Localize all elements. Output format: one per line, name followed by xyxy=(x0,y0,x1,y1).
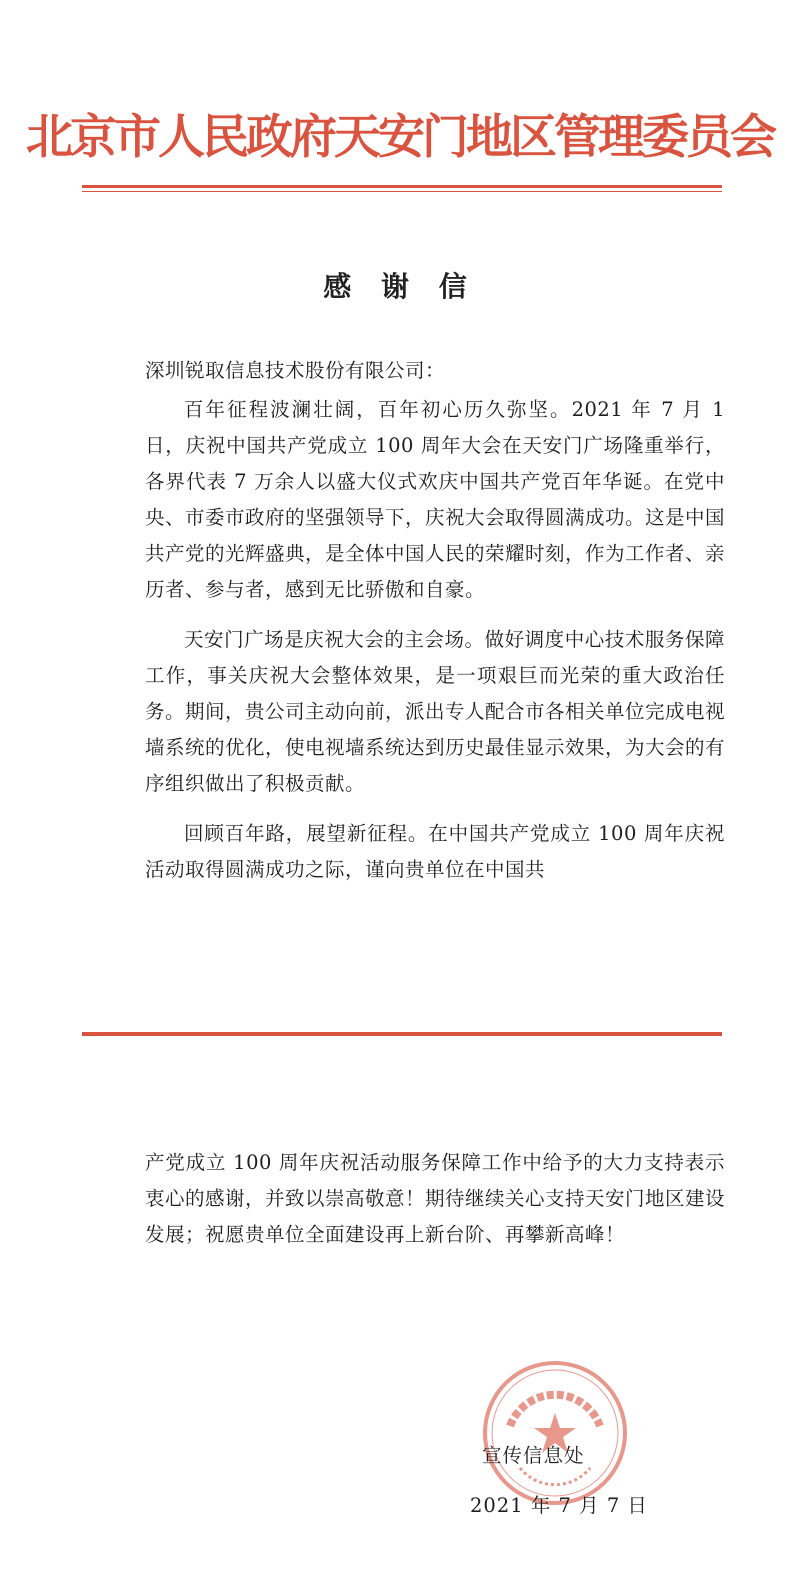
letter-continuation: 产党成立 100 周年庆祝活动服务保障工作中给予的大力支持表示衷心的感谢，并致以崇高敬意！期待继续关心支持天安门地区建设发展；祝愿贵单位全面建设再上新台阶、再攀新高峰！ xyxy=(145,1151,726,1246)
red-official-seal-icon xyxy=(480,1358,630,1508)
signature-department: 宣传信息处 xyxy=(482,1444,585,1467)
letterhead-org-name: 北京市人民政府天安门地区管理委员会 xyxy=(26,110,774,165)
letterhead-top-rule xyxy=(82,185,722,192)
page-break-rule xyxy=(82,1029,722,1036)
letter-paragraph-1: 百年征程波澜壮阔，百年初心历久弥坚。2021 年 7 月 1 日，庆祝中国共产党成立 100 周年大会在天安门广场隆重举行，各界代表 7 万余人以盛大仪式欢庆中国共产党百年华诞。在党中央、市委市政府的坚强领导下，庆祝大会取得圆满成功。这是中国共产党的光辉盛典，是全体中国人民的荣耀时刻，作为工作者、亲历者、参与者，感到无比骄傲和自豪。 xyxy=(145,398,726,601)
signature-date: 2021 年 7 月 7 日 xyxy=(470,1494,648,1517)
letter-paragraph-3: 回顾百年路，展望新征程。在中国共产党成立 100 周年庆祝活动取得圆满成功之际，谨向贵单位在中国共 xyxy=(145,822,725,881)
letter-title: 感 谢 信 xyxy=(323,270,477,303)
letter-paragraph-2: 天安门广场是庆祝大会的主会场。做好调度中心技术服务保障工作，事关庆祝大会整体效果，是一项艰巨而光荣的重大政治任务。期间，贵公司主动向前，派出专人配合市各相关单位完成电视墙系统的优化，使电视墙系统达到历史最佳显示效果，为大会的有序组织做出了积极贡献。 xyxy=(145,628,726,795)
letter-addressee: 深圳锐取信息技术股份有限公司： xyxy=(145,359,446,382)
letter-body xyxy=(145,392,725,902)
